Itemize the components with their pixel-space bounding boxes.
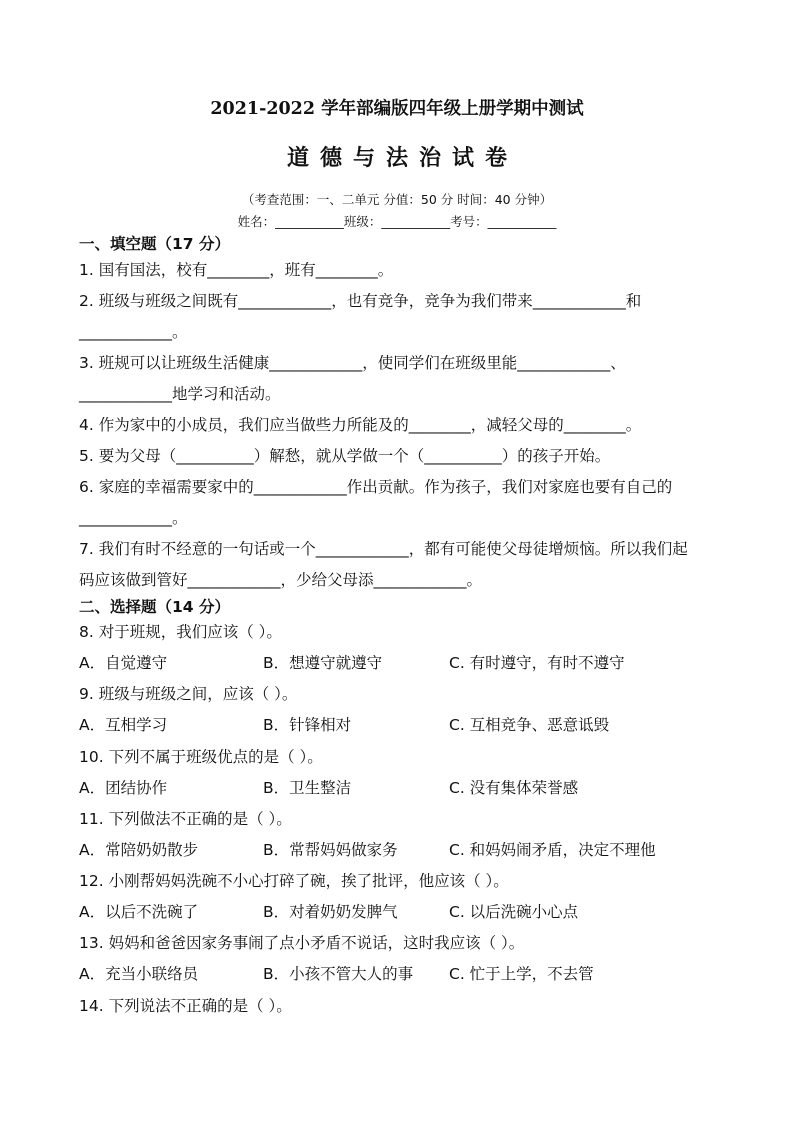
exam-subtitle: 道德与法治试卷 [286,145,518,171]
option-a: A．自觉遵守 [79,654,168,672]
exam-scope: （考查范围：一、二单元 分值：50 分 时间：40 分钟） [241,192,553,207]
exam-title: 2021-2022 学年部编版四年级上册学期中测试 [210,99,584,119]
option-b: B．针锋相对 [263,716,352,734]
option-b: B．想遵守就遵守 [263,654,383,672]
option-a: A．充当小联络员 [79,965,199,983]
option-b: B．卫生整洁 [263,779,352,797]
option-b: B．小孩不管大人的事 [263,965,414,983]
choice-question: 10. 下列不属于班级优点的是（ ）。 [79,748,323,766]
choice-options [79,715,719,735]
option-c: C. 没有集体荣誉感 [449,779,579,797]
choice-options [79,964,719,984]
fill-question-line: 6. 家庭的幸福需要家中的____________作出贡献。作为孩子，我们对家庭也要有自己的 [79,478,673,496]
fill-question-line: ____________地学习和活动。 [79,385,281,403]
choice-question: 12. 小刚帮妈妈洗碗不小心打碎了碗，挨了批评，他应该（ ）。 [79,872,509,890]
option-a: A．团结协作 [79,779,168,797]
option-a: A．以后不洗碗了 [79,903,199,921]
choice-question: 13. 妈妈和爸爸因家务事闹了点小矛盾不说话，这时我应该（ ）。 [79,934,525,952]
student-info-line: 姓名：___________班级：___________考号：___________ [237,214,557,229]
choice-section-heading: 二、选择题（14 分） [79,598,230,616]
choice-options [79,840,719,860]
choice-question: 14. 下列说法不正确的是（ ）。 [79,997,292,1015]
choice-options [79,902,719,922]
choice-question: 9. 班级与班级之间，应该（ ）。 [79,685,298,703]
fill-question-line: 4. 作为家中的小成员，我们应当做些力所能及的________，减轻父母的________。 [79,416,642,434]
fill-question-line: 5. 要为父母（__________）解愁，就从学做一个（__________）的孩子开始。 [79,447,611,465]
option-c: C. 忙于上学，不去管 [449,965,594,983]
option-c: C. 互相竞争、恶意诋毁 [449,716,610,734]
option-a: A．常陪奶奶散步 [79,841,199,859]
fill-question-line: 7. 我们有时不经意的一句话或一个____________，都有可能使父母徒增烦恼。所以我们起 [79,540,688,558]
choice-options [79,653,719,673]
fill-question-line: ____________。 [79,323,188,341]
option-a: A．互相学习 [79,716,168,734]
fill-question-line: 码应该做到管好____________，少给父母添____________。 [79,571,483,589]
choice-options [79,778,719,798]
fill-question-line: ____________。 [79,509,188,527]
choice-question: 8. 对于班规，我们应该（ ）。 [79,623,282,641]
fill-question-line: 3. 班规可以让班级生活健康____________，使同学们在班级里能____________、 [79,354,626,372]
choice-question: 11. 下列做法不正确的是（ ）。 [79,810,292,828]
option-c: C. 以后洗碗小心点 [449,903,579,921]
option-c: C. 有时遵守，有时不遵守 [449,654,625,672]
fill-question-line: 2. 班级与班级之间既有____________，也有竞争，竞争为我们带来____________和 [79,292,642,310]
option-b: B．常帮妈妈做家务 [263,841,398,859]
fill-section-heading: 一、填空题（17 分） [79,235,230,253]
option-b: B．对着奶奶发脾气 [263,903,398,921]
option-c: C. 和妈妈闹矛盾，决定不理他 [449,841,656,859]
fill-question-line: 1. 国有国法，校有________，班有________。 [79,261,394,279]
